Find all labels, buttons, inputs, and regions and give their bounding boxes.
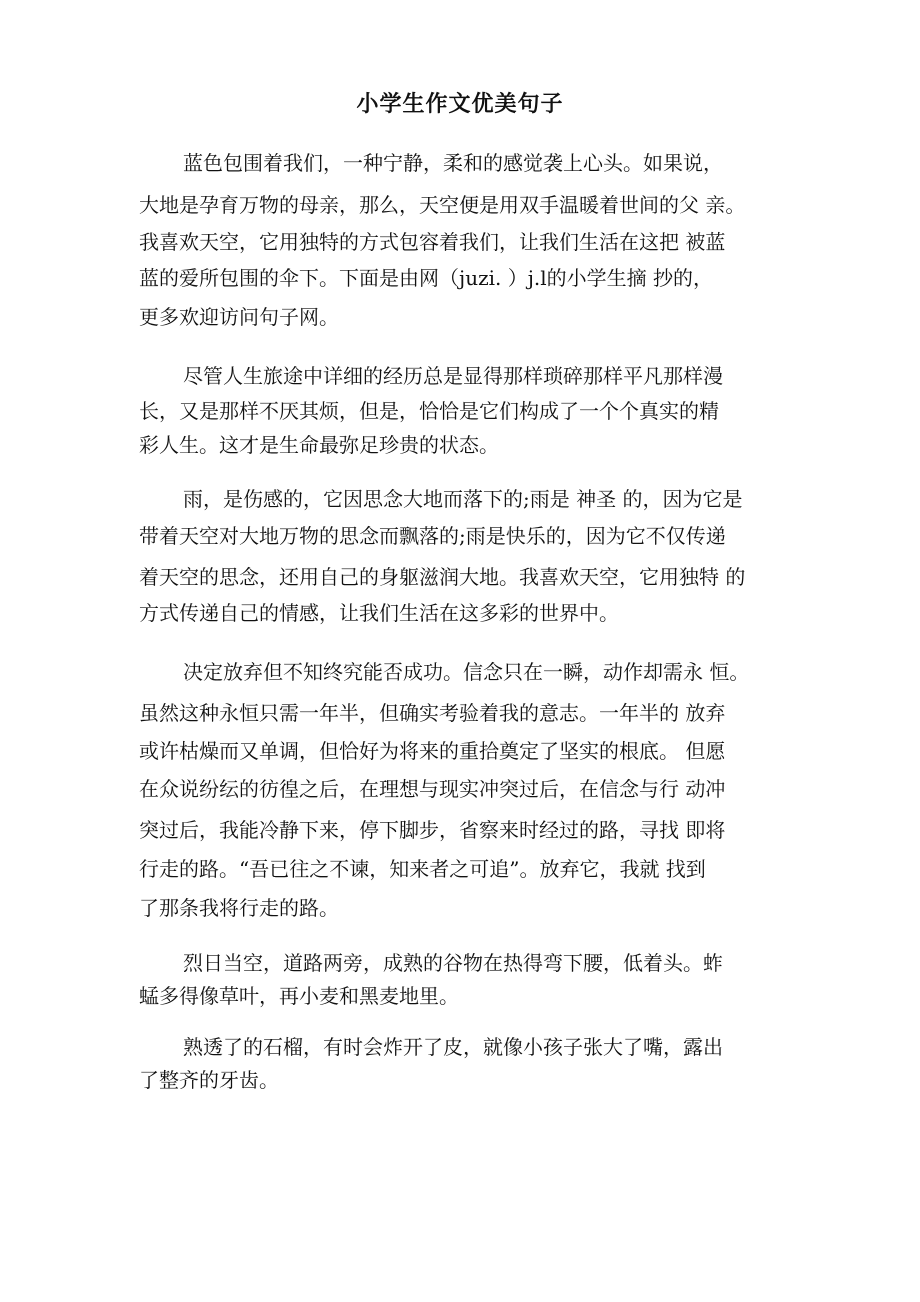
paragraph-4-line-1: 决定放弃但不知终究能否成功。信念只在一瞬，动作却需永 恒。 [183, 660, 750, 684]
paragraph-6-line-1: 熟透了的石榴，有时会炸开了皮，就像小孩子张大了嘴，露出 [183, 1035, 723, 1059]
paragraph-6-line-2: 了整齐的牙齿。 [139, 1068, 279, 1092]
paragraph-1-line-1: 蓝色包围着我们，一种宁静，柔和的感觉袭上心头。如果说， [183, 151, 723, 175]
paragraph-2-line-2: 长，又是那样不厌其烦，但是，恰恰是它们构成了一个个真实的精 [139, 399, 719, 423]
paragraph-4-line-2: 虽然这种永恒只需一年半，但确实考验着我的意志。一年半的 放弃 [139, 701, 726, 725]
paragraph-4-line-6: 行走的路。“吾已往之不谏，知来者之可追”。放弃它，我就 找到 [139, 857, 706, 881]
paragraph-1-line-2: 大地是孕育万物的母亲，那么，天空便是用双手温暖着世间的父 亲。 [139, 193, 746, 217]
paragraph-3-line-1: 雨，是伤感的，它因思念大地而落下的;雨是 神圣 的，因为它是 [183, 487, 743, 511]
paragraph-4-line-3: 或许枯燥而又单调，但恰好为将来的重拾奠定了坚实的根底。 但愿 [139, 739, 726, 763]
paragraph-2-line-3: 彩人生。这才是生命最弥足珍贵的状态。 [139, 433, 499, 457]
paragraph-1-line-4: 蓝的爱所包围的伞下。下面是由网（juzi. ）j.l的小学生摘 抄的， [139, 266, 714, 290]
paragraph-4-line-5: 突过后，我能冷静下来，停下脚步，省察来时经过的路，寻找 即将 [139, 818, 726, 842]
paragraph-4-line-4: 在众说纷纭的彷徨之后，在理想与现实冲突过后，在信念与行 动冲 [139, 777, 726, 801]
paragraph-1-line-3: 我喜欢天空，它用独特的方式包容着我们，让我们生活在这把 被蓝 [139, 230, 726, 254]
paragraph-2-line-1: 尽管人生旅途中详细的经历总是显得那样琐碎那样平凡那样漫 [183, 364, 723, 388]
paragraph-3-line-2: 带着天空对大地万物的思念而飘落的;雨是快乐的，因为它不仅传递 [139, 524, 726, 548]
paragraph-5-line-2: 蜢多得像草叶，再小麦和黑麦地里。 [139, 984, 459, 1008]
paragraph-3-line-3: 着天空的思念，还用自己的身躯滋润大地。我喜欢天空，它用独特 的 [139, 565, 746, 589]
paragraph-5-line-1: 烈日当空，道路两旁，成熟的谷物在热得弯下腰，低着头。蚱 [183, 951, 723, 975]
paragraph-1-line-5: 更多欢迎访问句子网。 [139, 305, 339, 329]
paragraph-4-line-7: 了那条我将行走的路。 [139, 896, 339, 920]
document-title: 小学生作文优美句子 [356, 92, 564, 117]
paragraph-3-line-4: 方式传递自己的情感，让我们生活在这多彩的世界中。 [139, 601, 619, 625]
